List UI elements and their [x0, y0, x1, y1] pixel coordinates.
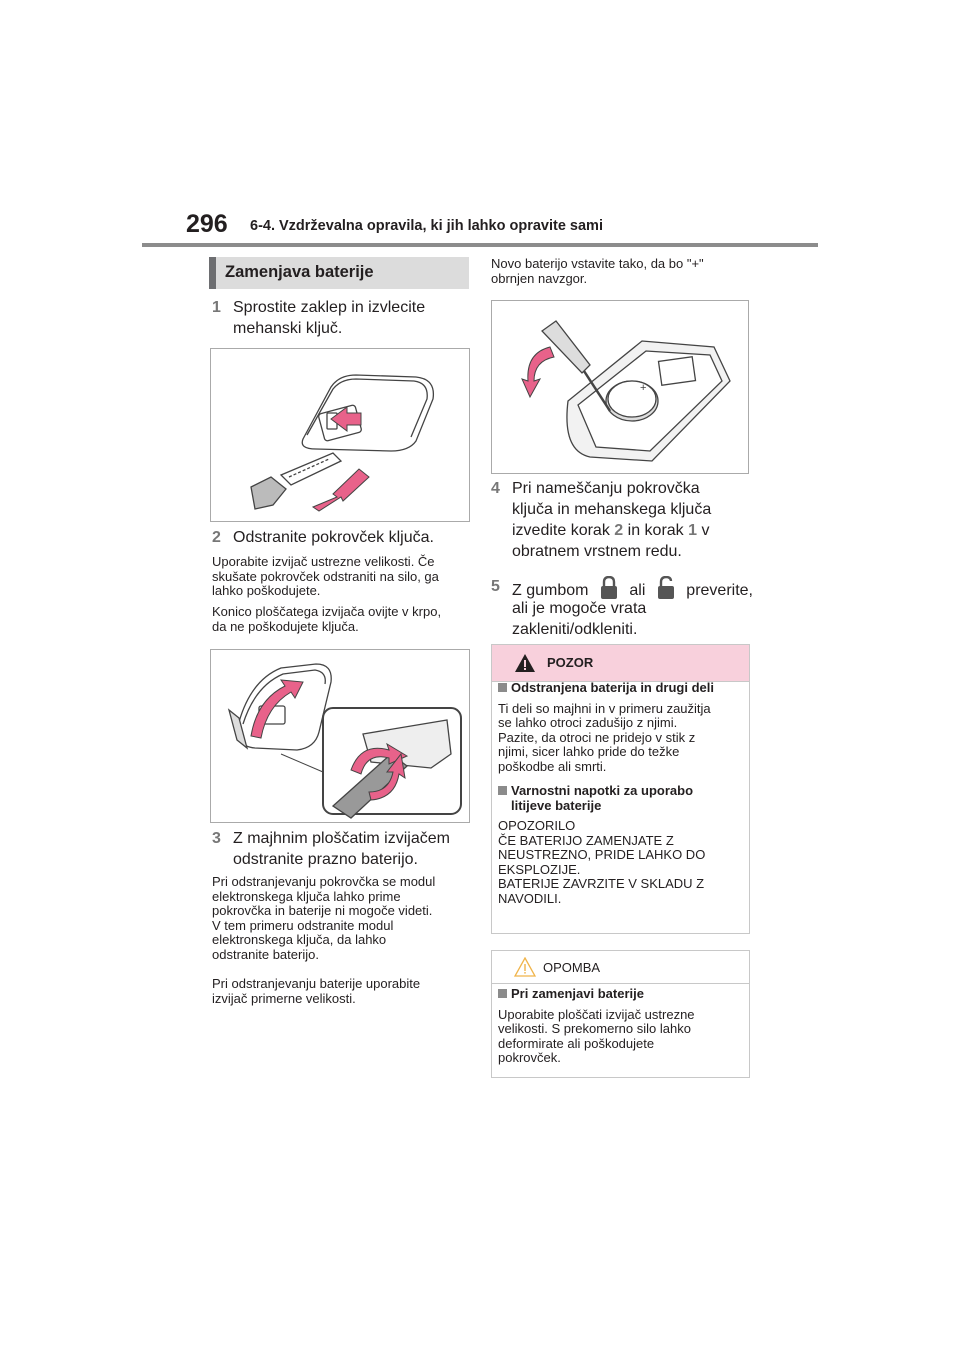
warning-item-1-text	[498, 702, 743, 775]
step-text-line: ali je mogoče vrata	[512, 600, 647, 617]
note-line: V tem primeru odstranite modul	[212, 917, 394, 933]
text-line: poškodbe ali smrti.	[498, 758, 607, 774]
note-line: Konico ploščatega izvijača ovijte v krpo,	[212, 604, 442, 619]
note-line: lahko poškodujete.	[212, 583, 321, 598]
step-3-note-1	[212, 875, 472, 962]
step-text-line: ali	[629, 582, 646, 599]
step-number: 3	[212, 830, 221, 847]
arrow-pry	[522, 347, 554, 397]
step-text-line: zakleniti/odkleniti.	[512, 621, 638, 638]
step-text-line: odstranite prazno baterijo.	[233, 851, 418, 868]
notice-box	[491, 950, 750, 1078]
step-text-line: mehanski ključ.	[233, 320, 343, 337]
note-line: elektronskega ključa, da lahko	[212, 932, 387, 947]
step-text-line: Odstranite pokrovček ključa.	[233, 529, 434, 546]
step-number: 2	[212, 529, 221, 546]
text-line: velikosti. S prekomerno silo lahko	[498, 1021, 691, 1036]
warning-box	[491, 644, 750, 934]
step-text-line: izvedite korak	[512, 522, 610, 539]
battery-orientation-note	[491, 257, 761, 286]
bullet-square	[498, 786, 507, 795]
note-line: da ne poškodujete ključa.	[212, 618, 359, 634]
text-line: NEUSTREZNO, PRIDE LAHKO DO	[498, 847, 706, 862]
unlock-icon	[656, 576, 676, 600]
section-heading	[209, 257, 469, 289]
text-line: OPOZORILO	[498, 818, 576, 833]
notice-item-heading	[498, 987, 743, 1002]
notice-item-text	[498, 1008, 743, 1066]
text-line: njimi, sicer lahko pride do težke	[498, 744, 680, 759]
step-1	[212, 297, 472, 341]
step-text-line: Z gumbom	[512, 582, 589, 599]
arrow-pull	[313, 469, 369, 511]
note-line: elektronskega ključa lahko prime	[212, 888, 401, 904]
notice-header	[492, 951, 749, 984]
step-number: 1	[212, 299, 221, 316]
step-4	[491, 478, 761, 566]
note-line: Pri odstranjevanju baterije uporabite	[212, 976, 421, 991]
figure-release-key	[210, 348, 470, 522]
step-2	[212, 527, 472, 549]
warning-item-1-heading	[498, 681, 743, 696]
text-line: deformirate ali poškodujete	[498, 1035, 655, 1051]
step-2-note-1	[212, 555, 472, 599]
section-heading-bar	[209, 257, 216, 289]
note-line: Novo baterijo vstavite tako, da bo "+"	[491, 256, 704, 271]
note-line: pokrovčka in baterije ni mogoče videti.	[212, 903, 433, 918]
step-ref: 1	[688, 522, 698, 539]
notice-title: OPOMBA	[543, 960, 601, 975]
section-title: Zamenjava baterije	[225, 263, 374, 281]
step-text-line: in korak	[627, 522, 684, 539]
note-line: Uporabite izvijač ustrezne velikosti. Če	[212, 554, 435, 569]
warning-item-2-title: litijeve baterije	[511, 797, 602, 813]
warning-title: POZOR	[547, 655, 594, 670]
warning-item-2-text	[498, 819, 743, 906]
text-line: pokrovček.	[498, 1050, 561, 1065]
note-line: skušate pokrovček odstraniti na silo, ga	[212, 568, 439, 584]
key-illustration-2	[211, 650, 469, 822]
step-text-line: ključa in mehanskega ključa	[512, 501, 712, 518]
key-illustration-1	[211, 349, 469, 521]
step-3	[212, 828, 472, 872]
step-text-line: v	[701, 522, 710, 539]
step-number: 5	[491, 578, 500, 595]
chapter-title: 6-4. Vzdrževalna opravila, ki jih lahko opravite sami	[250, 218, 603, 234]
step-5	[491, 576, 761, 636]
text-line: Pazite, da otroci ne pridejo v stik z	[498, 729, 696, 745]
step-ref: 2	[614, 522, 624, 539]
warning-triangle-icon	[514, 653, 536, 673]
step-text-line: obratnem vrstnem redu.	[512, 543, 682, 560]
bullet-square	[498, 989, 507, 998]
step-2-note-2	[212, 605, 472, 634]
notice-triangle-icon	[514, 957, 536, 977]
step-text-line: preverite,	[686, 582, 753, 599]
bullet-square	[498, 683, 507, 692]
battery-illustration	[492, 301, 748, 473]
step-text-line: Pri nameščanju pokrovčka	[512, 480, 700, 497]
lock-icon	[599, 576, 619, 600]
warning-header	[492, 645, 749, 682]
svg-text:+: +	[640, 382, 647, 394]
figure-remove-cover	[210, 649, 470, 823]
warning-item-2-title: Varnostni napotki za uporabo	[511, 783, 694, 798]
header-rule	[142, 243, 818, 247]
warning-item-1-title: Odstranjena baterija in drugi deli	[511, 680, 714, 695]
text-line: BATERIJE ZAVRZITE V SKLADU Z	[498, 876, 705, 891]
note-line: Pri odstranjevanju pokrovčka se modul	[212, 874, 436, 889]
warning-item-2-heading	[498, 784, 743, 813]
step-text-line: Sprostite zaklep in izvlecite	[233, 299, 426, 316]
note-line: izvijač primerne velikosti.	[212, 990, 356, 1006]
step-number: 4	[491, 480, 500, 497]
note-line: odstranite baterijo.	[212, 946, 319, 962]
figure-remove-battery	[491, 300, 749, 474]
text-line: se lahko otroci zadušijo z njimi.	[498, 715, 678, 730]
text-line: Uporabite ploščati izvijač ustrezne	[498, 1006, 695, 1022]
text-line: Ti deli so majhni in v primeru zaužitja	[498, 700, 711, 716]
step-3-note-2	[212, 977, 472, 1006]
text-line: NAVODILI.	[498, 890, 562, 906]
step-text-line: Z majhnim ploščatim izvijačem	[233, 830, 450, 847]
note-line: obrnjen navzgor.	[491, 270, 588, 286]
notice-item-title: Pri zamenjavi baterije	[511, 986, 644, 1001]
page-number: 296	[186, 210, 228, 238]
text-line: ČE BATERIJO ZAMENJATE Z	[498, 832, 674, 848]
text-line: EKSPLOZIJE.	[498, 861, 581, 877]
